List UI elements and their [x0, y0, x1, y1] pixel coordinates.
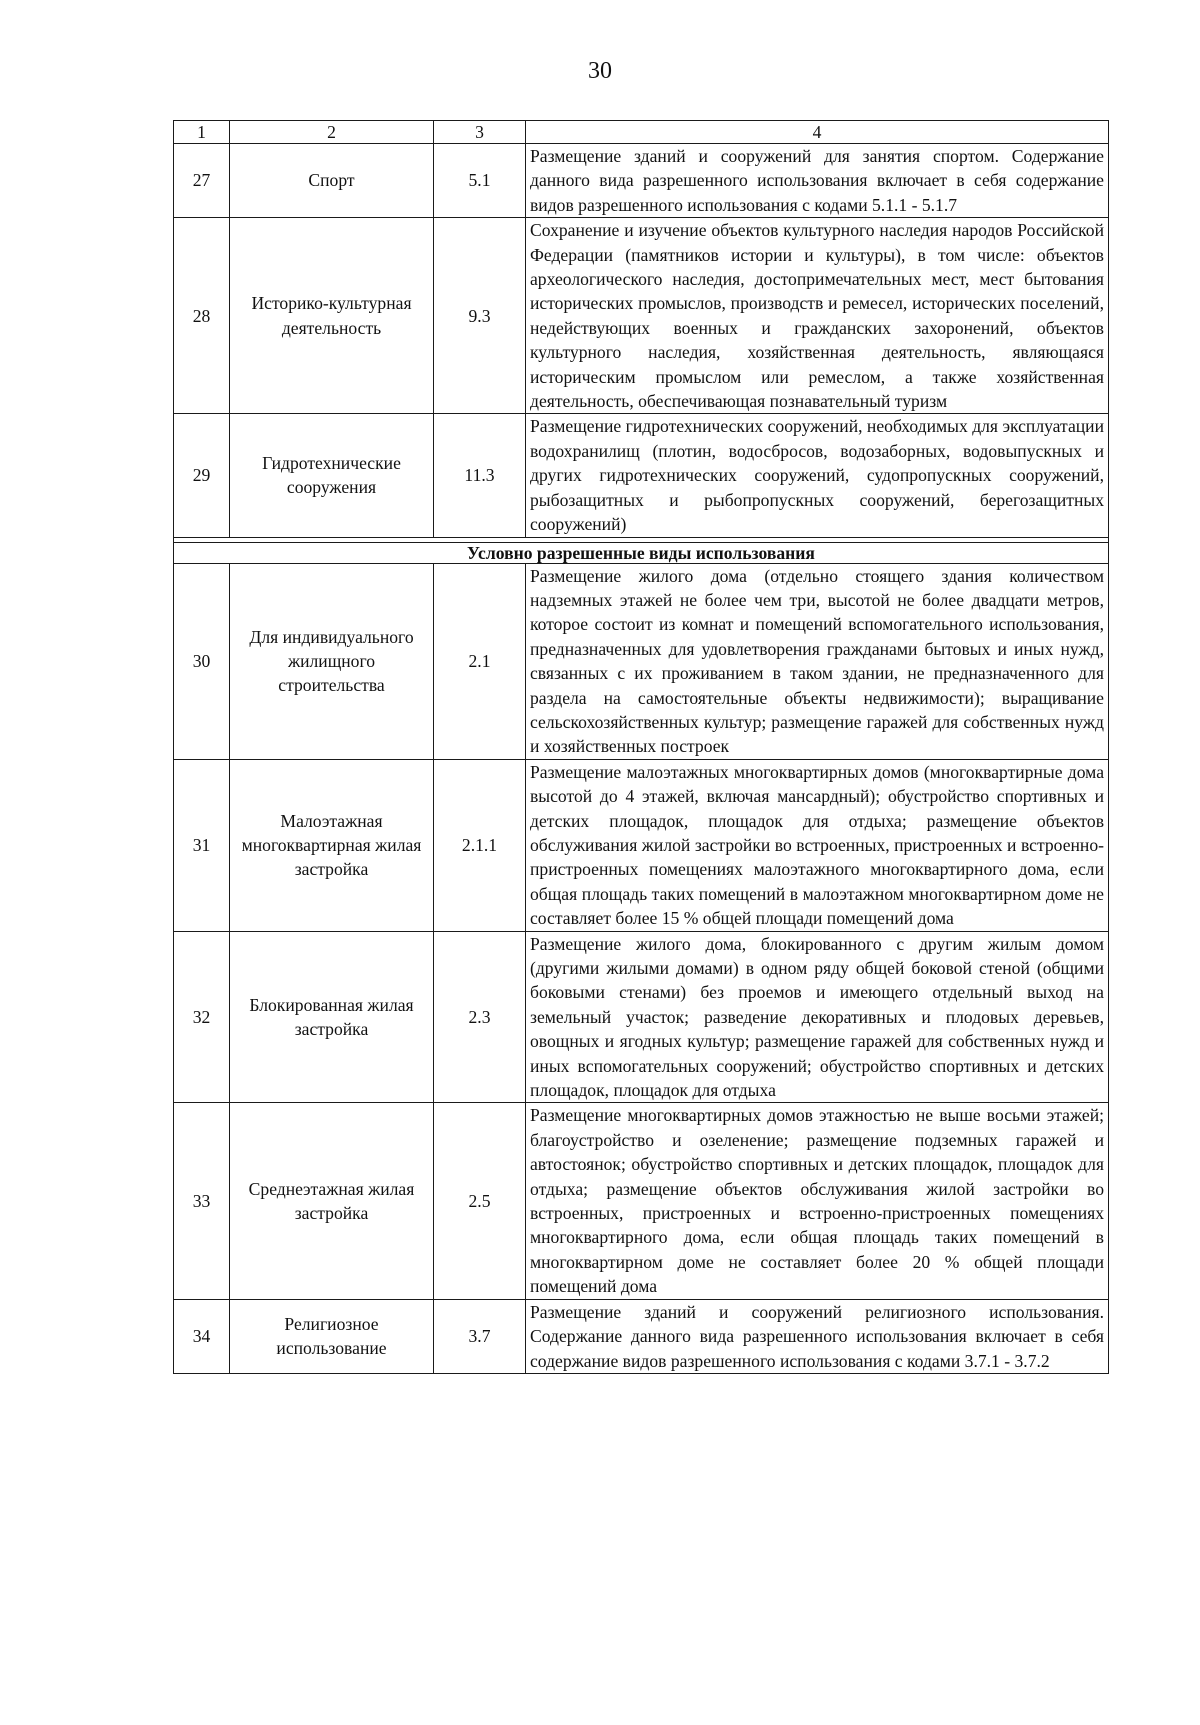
use-name: Среднеэтажная жилая застройка — [230, 1103, 434, 1299]
header-col-4: 4 — [526, 121, 1109, 144]
use-name: Для индивидуального жилищного строительства — [230, 563, 434, 759]
use-code: 2.5 — [434, 1103, 526, 1299]
use-name: Блокированная жилая застройка — [230, 931, 434, 1103]
use-code: 5.1 — [434, 144, 526, 218]
use-name: Религиозное использование — [230, 1299, 434, 1373]
page-number: 30 — [588, 58, 612, 84]
use-name: Спорт — [230, 144, 434, 218]
row-number: 27 — [174, 144, 230, 218]
header-row — [174, 121, 1109, 144]
table-row — [174, 931, 1109, 1103]
header-col-1: 1 — [174, 121, 230, 144]
use-description: Сохранение и изучение объектов культурного наследия народов Российской Федерации (памятников истории и культуры), в том числе: объектов археологического наследия, достопримечательных мест, мест бытования исторических промыслов, производств и ремесел, исторических поселений, недействующих военных и гражданских захоронений, объектов культурного наследия, хозяйственная деятельность, являющаяся историческим промыслом или ремеслом, а также хозяйственная деятельность, обеспечивающая познавательный туризм — [526, 218, 1109, 414]
section-row — [174, 542, 1109, 563]
use-code: 2.1 — [434, 563, 526, 759]
use-description: Размещение многоквартирных домов этажностью не выше восьми этажей; благоустройство и озеленение; размещение подземных гаражей и автостоянок; обустройство спортивных и детских площадок, площадок для отдыха; размещение объектов обслуживания жилой застройки во встроенных, пристроенных и встроенно-пристроенных помещениях многоквартирного дома, если общая площадь таких помещений в многоквартирном доме не составляет более 20 % общей площади помещений дома — [526, 1103, 1109, 1299]
row-number: 29 — [174, 414, 230, 537]
use-code: 2.3 — [434, 931, 526, 1103]
use-code: 9.3 — [434, 218, 526, 414]
use-name: Историко-культурная деятельность — [230, 218, 434, 414]
table-row — [174, 759, 1109, 931]
row-number: 30 — [174, 563, 230, 759]
table-row — [174, 144, 1109, 218]
table-row — [174, 1299, 1109, 1373]
row-number: 32 — [174, 931, 230, 1103]
use-description: Размещение жилого дома, блокированного с другим жилым домом (другими жилыми домами) в одном ряду общей боковой стеной (общими боковыми стенами) без проемов и имеющего отдельный выход на земельный участок; разведение декоративных и плодовых деревьев, овощных и ягодных культур; размещение гаражей для собственных нужд и иных вспомогательных сооружений; обустройство спортивных и детских площадок, площадок для отдыха — [526, 931, 1109, 1103]
use-name: Гидротехнические сооружения — [230, 414, 434, 537]
table-row — [174, 1103, 1109, 1299]
use-code: 2.1.1 — [434, 759, 526, 931]
use-name: Малоэтажная многоквартирная жилая застройка — [230, 759, 434, 931]
table-row — [174, 563, 1109, 759]
row-number: 33 — [174, 1103, 230, 1299]
use-code: 3.7 — [434, 1299, 526, 1373]
row-number: 28 — [174, 218, 230, 414]
use-description: Размещение зданий и сооружений религиозного использования. Содержание данного вида разрешенного использования включает в себя содержание видов разрешенного использования с кодами 3.7.1 - 3.7.2 — [526, 1299, 1109, 1373]
header-col-3: 3 — [434, 121, 526, 144]
use-code: 11.3 — [434, 414, 526, 537]
row-number: 31 — [174, 759, 230, 931]
use-description: Размещение жилого дома (отдельно стоящего здания количеством надземных этажей не более чем три, высотой не более двадцати метров, которое состоит из комнат и помещений вспомогательного использования, предназначенных для удовлетворения гражданами бытовых и иных нужд, связанных с их проживанием в таком здании, не предназначенного для раздела на самостоятельные объекты недвижимости); выращивание сельскохозяйственных культур; размещение гаражей для собственных нужд и хозяйственных построек — [526, 563, 1109, 759]
use-description: Размещение малоэтажных многоквартирных домов (многоквартирные дома высотой до 4 этажей, включая мансардный); обустройство спортивных и детских площадок, площадок для отдыха; размещение объектов обслуживания жилой застройки во встроенных, пристроенных и встроенно-пристроенных помещениях малоэтажного многоквартирного дома, если общая площадь таких помещений в малоэтажном многоквартирном доме не составляет более 15 % общей площади помещений дома — [526, 759, 1109, 931]
land-use-table — [173, 120, 1109, 1374]
row-number: 34 — [174, 1299, 230, 1373]
table-row — [174, 218, 1109, 414]
use-description: Размещение гидротехнических сооружений, необходимых для эксплуатации водохранилищ (плотин, водосбросов, водозаборных, водовыпускных и других гидротехнических сооружений, судопропускных сооружений, рыбозащитных и рыбопропускных сооружений, берегозащитных сооружений) — [526, 414, 1109, 537]
section-title: Условно разрешенные виды использования — [174, 542, 1109, 563]
table-row — [174, 414, 1109, 537]
header-col-2: 2 — [230, 121, 434, 144]
use-description: Размещение зданий и сооружений для занятия спортом. Содержание данного вида разрешенного использования включает в себя содержание видов разрешенного использования с кодами 5.1.1 - 5.1.7 — [526, 144, 1109, 218]
